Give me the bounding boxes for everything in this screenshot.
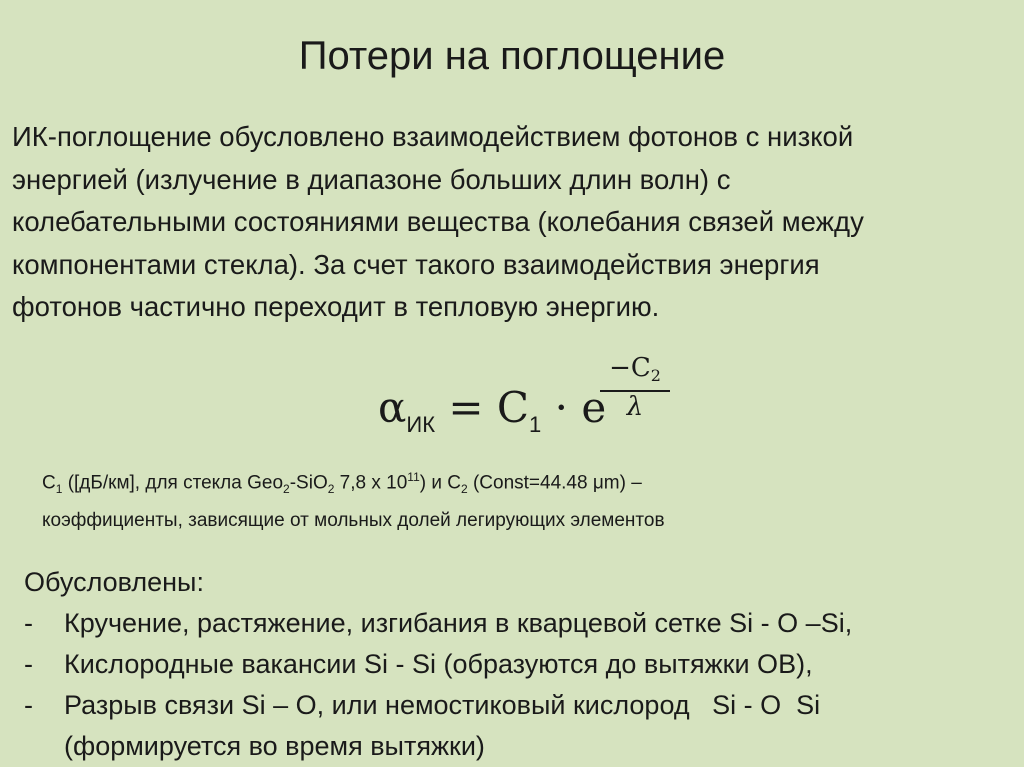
intro-line: колебательными состояниями вещества (колебания связей между [12, 206, 864, 237]
exponent-numerator-text: −C [609, 353, 651, 383]
list-item-text: Кислородные вакансии Si - Si (образуются до вытяжки ОВ), [64, 649, 813, 679]
exponent-numerator [600, 354, 670, 392]
intro-line: энергией (излучение в диапазоне больших длин волн) с [12, 163, 731, 195]
causes-heading: Обусловлены: [24, 567, 204, 597]
coef-sub: 1 [55, 482, 63, 497]
bullet-dash: - [24, 690, 33, 720]
coef-sub: 2 [283, 482, 290, 497]
bullet-dash: - [24, 649, 33, 679]
coef-text: ) и C [419, 472, 461, 494]
coef-text: 7,8 x 10 [334, 472, 408, 494]
slide-title: Потери на поглощение [298, 34, 726, 78]
list-item [24, 603, 1014, 644]
c2-subscript: 2 [650, 366, 661, 385]
list-item-text: Кручение, растяжение, изгибания в кварцевой сетке Si - O –Si, [64, 608, 853, 638]
c1-subscript: 1 [529, 412, 542, 437]
intro-line: фотонов частично переходит в тепловую энергию. [12, 291, 660, 322]
coef-text: (Const=44.48 μm) – [467, 472, 642, 494]
coef-text: ([дБ/км], для стекла Geo [62, 472, 284, 494]
formula-equals-c: = C [435, 383, 530, 432]
intro-line: компонентами стекла). За счет такого взаимодействия энергия [12, 248, 820, 280]
coef-sub: 2 [461, 482, 468, 497]
alpha-symbol: α [378, 383, 407, 432]
coef-line-2: коэффициенты, зависящие от мольных долей легирующих элементов [42, 510, 665, 532]
intro-paragraph [12, 116, 1012, 329]
coef-sub: 2 [327, 482, 335, 497]
list-item-continuation: (формируется во время вытяжки) [64, 731, 485, 761]
intro-line: ИК-поглощение обусловлено взаимодействием фотонов с низкой [12, 121, 854, 152]
formula-exponent [600, 354, 670, 422]
causes-list [24, 562, 1014, 767]
coef-text: C [42, 472, 56, 494]
list-item [24, 685, 1014, 726]
formula-dot-e: · e [541, 383, 607, 432]
list-item-text: Разрыв связи Si – O, или немостиковый кислород Si - O Si [64, 690, 821, 720]
coef-sup: 11 [407, 470, 420, 484]
exponent-denominator: λ [626, 392, 644, 422]
absorption-formula [378, 348, 678, 448]
coef-text: -SiO [289, 472, 328, 494]
coefficients-note [42, 462, 972, 536]
formula-main [378, 384, 606, 449]
list-item [24, 644, 1014, 685]
coef-line-1 [42, 462, 972, 505]
alpha-subscript: ИК [406, 412, 436, 437]
bullet-dash: - [24, 608, 33, 638]
